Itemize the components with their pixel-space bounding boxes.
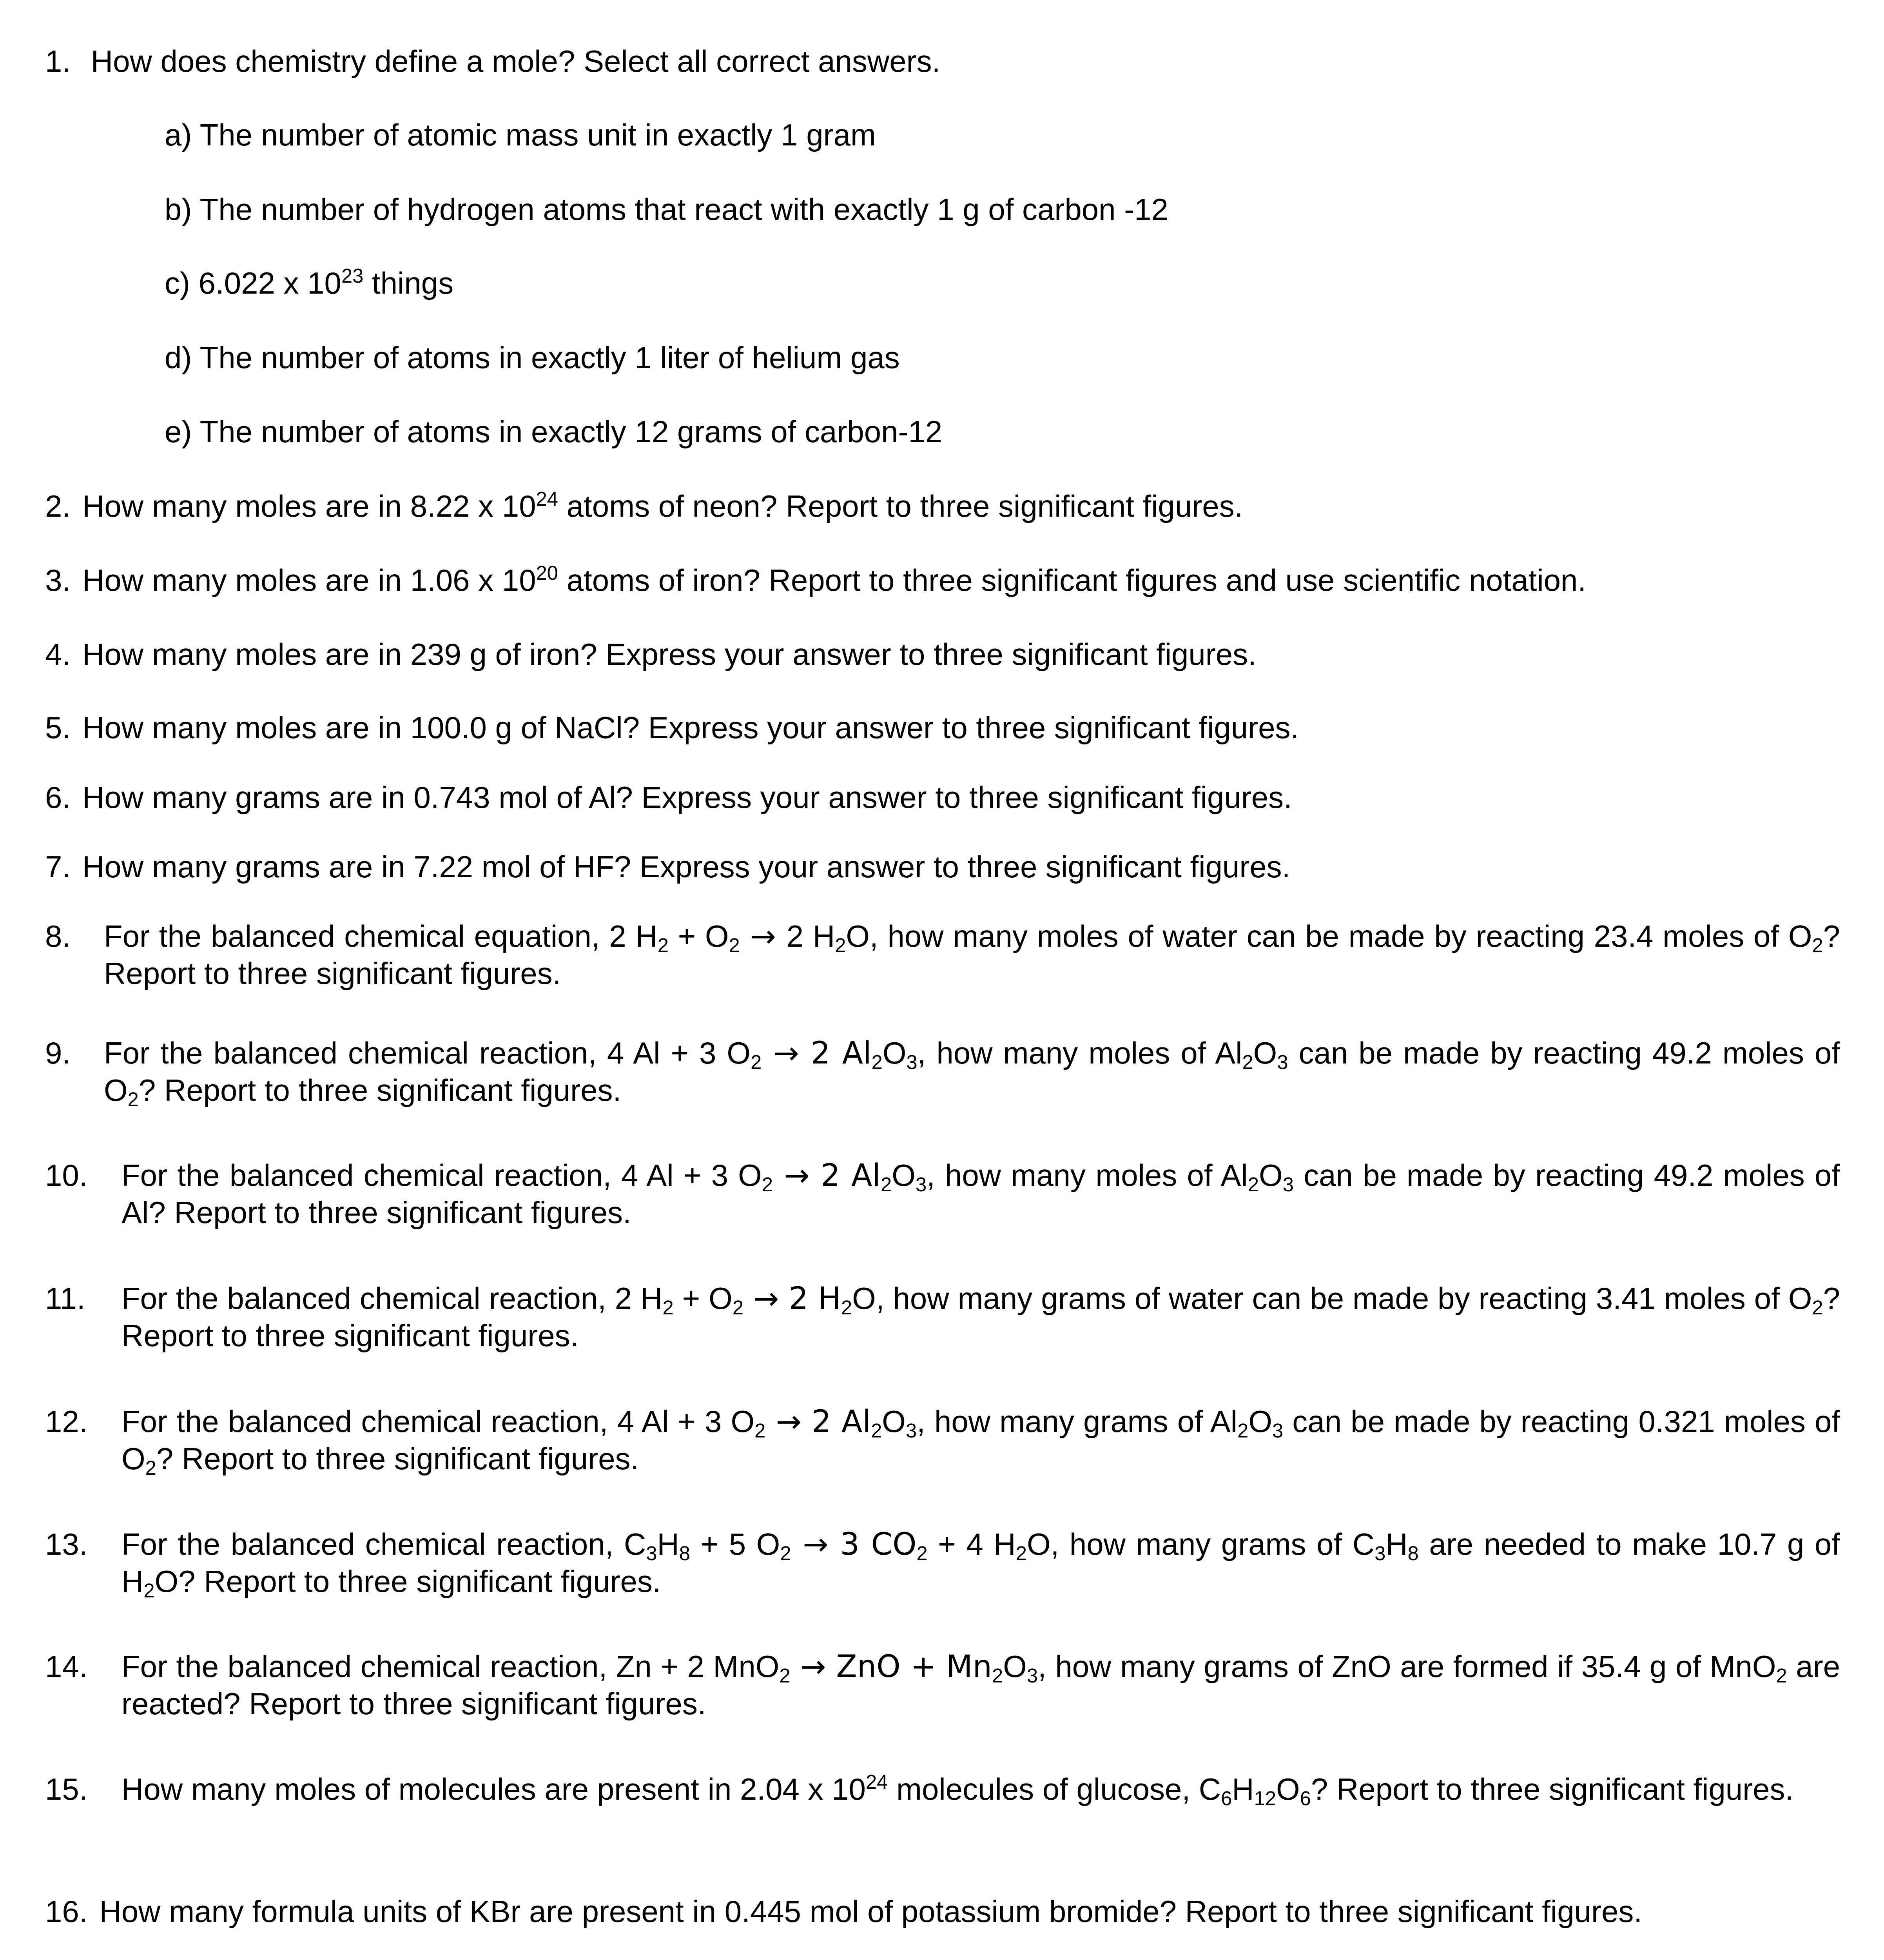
option-c: c) 6.022 x $10^{23}$ things [165,265,454,300]
question-number: 1. [45,44,71,78]
question-16: 16. How many formula units of KBr are present in 0.445 mol of potassium bromide? Report to three significant figures. [45,1894,1642,1929]
question-14: 14. For the balanced chemical reaction, Zn + 2 MnO$_2$ → ZnO + $Mn_2O_3$, how many grams of ZnO are formed if 35.4 g of MnO$_2$ are reacted? Report to three significant figures. [45,1649,1840,1721]
question-11: 11. For the balanced chemical reaction, 2 $H_2 + O_2 \to 2$ $H_2O$, how many grams of water can be made by reacting 3.41 moles of $O_2$? Report to three significant figures. [45,1281,1840,1353]
question-5: 5. How many moles are in 100.0 g of NaCl? Express your answer to three significant figures. [45,710,1299,745]
question-9: 9. For the balanced chemical reaction, 4 Al + 3 $O_2 \to 2$ $Al_2O_3$, how many moles of $Al_2O_3$ can be made by reacting 49.2 moles of $O_2$? Report to three significant figures. [45,1036,1840,1111]
option-a: a) The number of atomic mass unit in exactly 1 gram [165,118,876,152]
question-2: 2. How many moles are in 8.22 x $10^{24}$ atoms of neon? Report to three significant figures. [45,488,1243,523]
question-15: 15. How many moles of molecules are present in 2.04 x $10^{24}$ molecules of glucose, $C_6H_{12}O_6$? Report to three significant figures. [45,1771,1794,1810]
question-4: 4. How many moles are in 239 g of iron? Express your answer to three significant figures. [45,637,1257,671]
option-e: e) The number of atoms in exactly 12 grams of carbon-12 [165,414,943,449]
question-10: 10. For the balanced chemical reaction, 4 Al + 3 $O_2 \to 2$ $Al_2O_3$, how many moles of $Al_2O_3$ can be made by reacting 49.2 moles of Al? Report to three significant figures. [45,1158,1840,1230]
question-13: 13. For the balanced chemical reaction, $C_3H_8 + 5$ $O_2 \to 3$ $CO_2 + 4$ $H_2O$, how many grams of $C_3H_8$ are needed to make 10.7 g of $H_2O$? Report to three significant figures. [45,1527,1840,1602]
question-12: 12. For the balanced chemical reaction, 4 Al + 3 $O_2 \to 2$ $Al_2O_3$, how many grams of $Al_2O_3$ can be made by reacting 0.321 moles of $O_2$? Report to three significant figures. [45,1404,1840,1479]
question-3: 3. How many moles are in 1.06 x $10^{20}$ atoms of iron? Report to three significant figures and use scientific notation. [45,562,1587,597]
question-text: How does chemistry define a mole? Select all correct answers. [91,44,941,78]
question-8: 8. For the balanced chemical equation, 2 $H_2 + O_2 \to 2$ $H_2O$, how many moles of water can be made by reacting 23.4 moles of $O_2$? Report to three significant figures. [45,919,1840,991]
question-7: 7. How many grams are in 7.22 mol of HF? Express your answer to three significant figures. [45,849,1291,884]
option-d: d) The number of atoms in exactly 1 liter of helium gas [165,340,900,375]
option-b: b) The number of hydrogen atoms that react with exactly 1 g of carbon -12 [165,192,1168,227]
question-1 [45,43,940,80]
question-6: 6. How many grams are in 0.743 mol of Al? Express your answer to three significant figures. [45,780,1292,815]
